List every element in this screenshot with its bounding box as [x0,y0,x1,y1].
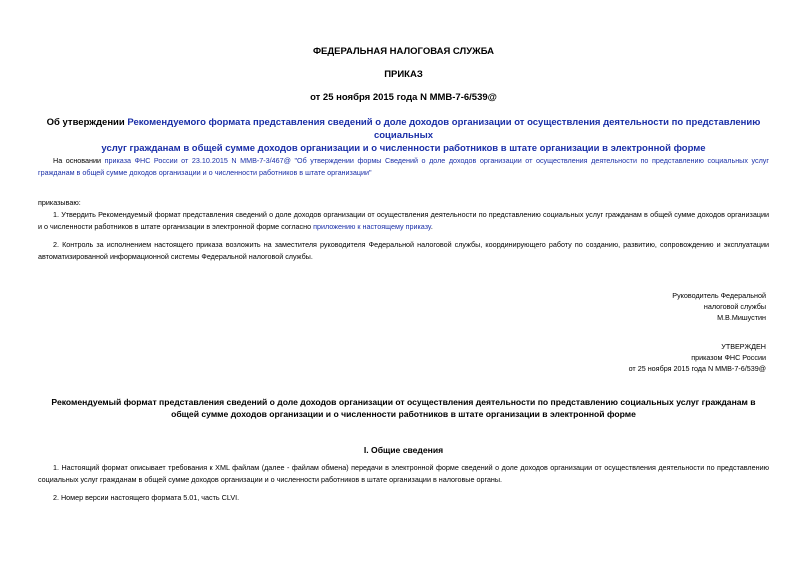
section-1-paragraph-1: 1. Настоящий формат описывает требования к XML файлам (далее - файлам обмена) передачи в электронной форме сведений о доле доходов организации от осуществления деятельности по представлению социальных услуг гражданам в общей сумме доходов организации и о численности работников в штате организации в налоговые органы. [38,463,769,484]
order-word: приказываю: [38,198,81,207]
approved-label: УТВЕРЖДЕН [721,342,766,351]
signature-position: Руководитель Федеральной [672,291,766,300]
doc-date-number: от 25 ноября 2015 года N ММВ-7-6/539@ [310,92,497,103]
basis-paragraph [38,155,769,179]
format-title: Рекомендуемый формат представления сведений о доле доходов организации от осуществления деятельности по представлению социальных услуг гражданам в общей сумме доходов организации и о численности работников в штате организации в электронной форме [51,397,756,419]
item-1-paragraph: 1. Утвердить Рекомендуемый формат представления сведений о доле доходов организации от осуществления деятельности по представлению социальных услуг гражданам в общей сумме доходов организации и о численности работников в штате организации в электронной форме согласно приложению к настоящему приказу. [38,210,769,231]
doc-type-heading: ПРИКАЗ [384,69,423,80]
item-2-paragraph: 2. Контроль за исполнением настоящего приказа возложить на заместителя руководителя Федеральной налоговой службы, координирующего работу по созданию, развитию, сопровождению и эксплуатации автоматизированной информационной системы Федеральной налоговой службы. [38,240,769,261]
agency-heading: ФЕДЕРАЛЬНАЯ НАЛОГОВАЯ СЛУЖБА [312,46,495,57]
appendix-link[interactable]: приложению к настоящему приказу [313,222,431,231]
signature-org: налоговой службы [703,302,766,311]
approved-block [629,341,766,374]
basis-order-link[interactable]: приказа ФНС России от 23.10.2015 N ММВ-7-3/467@ "Об утверждении формы Сведений о доле доходов организации от осуществления деятельности по представлению социальных услуг гражданам в общей сумме доходов организации и о численности работников в штате организации" [38,156,769,177]
section-1-heading: I. Общие сведения [363,445,444,455]
approved-by: приказом ФНС России [691,353,766,362]
approved-date: от 25 ноября 2015 года N ММВ-7-6/539@ [628,364,766,373]
basis-prefix: На основании [53,156,105,165]
signature-block [672,290,766,323]
signature-name: М.В.Мишустин [717,313,766,322]
section-1-paragraph-2: 2. Номер версии настоящего формата 5.01, часть CLVI. [53,493,240,502]
doc-title [30,116,777,155]
doc-title-prefix: Об утверждении [46,117,128,128]
doc-title-link[interactable]: Рекомендуемого формата представления сведений о доле доходов организации от осуществления деятельности по представлению социальных услуг гражданам в общей сумме доходов организации и о численности работников в штате организации в электронной форме [101,117,761,154]
